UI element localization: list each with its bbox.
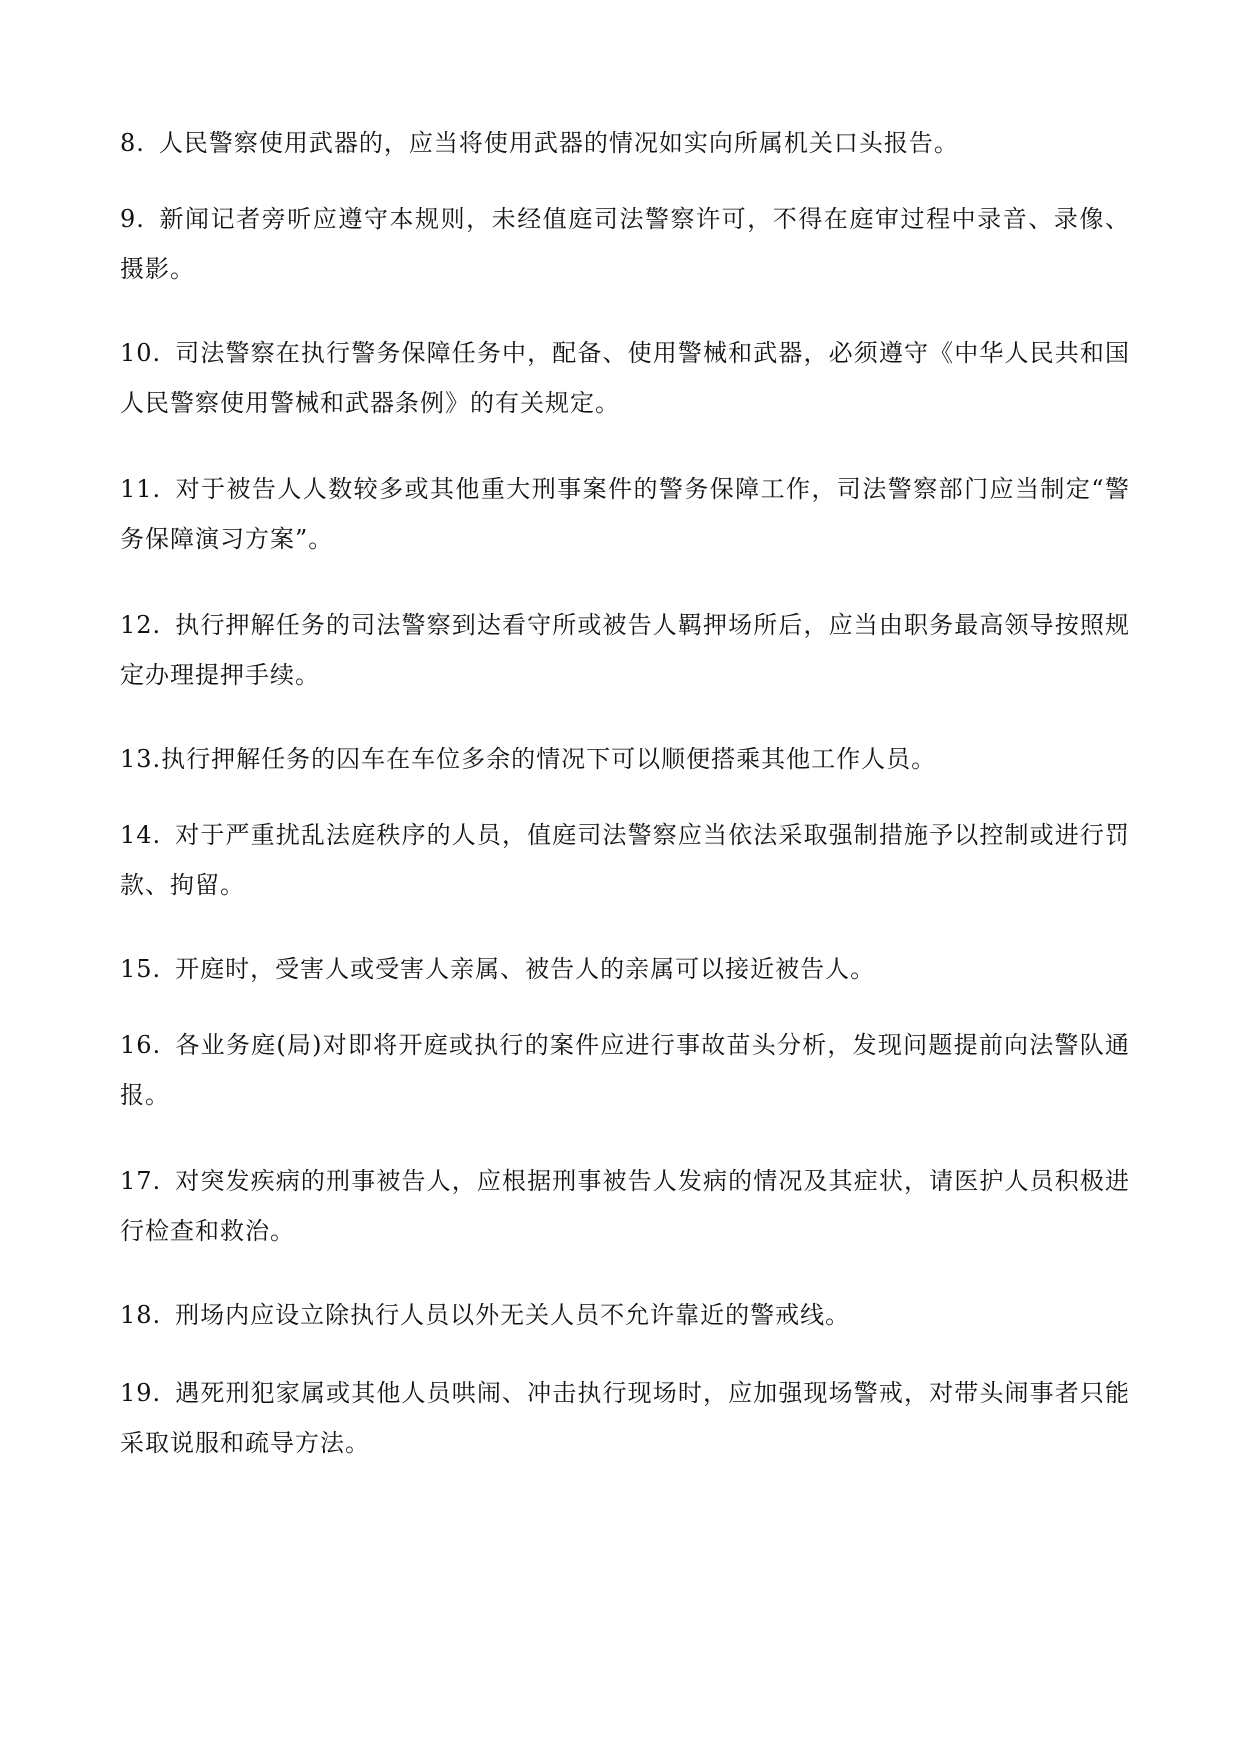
question-item — [120, 464, 1130, 564]
question-number: 14. — [120, 821, 162, 849]
question-item — [120, 810, 1130, 910]
question-text: 对突发疾病的刑事被告人，应根据刑事被告人发病的情况及其症状，请医护人员积极进行检查和救治。 — [120, 1167, 1130, 1245]
question-text: 新闻记者旁听应遵守本规则，未经值庭司法警察许可，不得在庭审过程中录音、录像、摄影。 — [120, 205, 1130, 283]
question-item — [120, 600, 1130, 700]
question-number: 12. — [120, 611, 162, 639]
question-number: 8. — [120, 129, 145, 157]
question-number: 17. — [120, 1167, 162, 1195]
question-text: 执行押解任务的司法警察到达看守所或被告人羁押场所后，应当由职务最高领导按照规定办理提押手续。 — [120, 611, 1130, 689]
question-text: 遇死刑犯家属或其他人员哄闹、冲击执行现场时，应加强现场警戒，对带头闹事者只能采取说服和疏导方法。 — [120, 1379, 1130, 1457]
question-item — [120, 118, 1130, 168]
question-number: 10. — [120, 339, 162, 367]
question-text: 各业务庭(局)对即将开庭或执行的案件应进行事故苗头分析，发现问题提前向法警队通报。 — [120, 1031, 1130, 1109]
question-number: 18. — [120, 1301, 162, 1329]
question-number: 15. — [120, 955, 162, 983]
question-text: 司法警察在执行警务保障任务中，配备、使用警械和武器，必须遵守《中华人民共和国人民警察使用警械和武器条例》的有关规定。 — [120, 339, 1130, 417]
question-text: 对于被告人人数较多或其他重大刑事案件的警务保障工作，司法警察部门应当制定“警务保障演习方案”。 — [120, 475, 1130, 553]
question-item — [120, 734, 1130, 784]
question-text: 刑场内应设立除执行人员以外无关人员不允许靠近的警戒线。 — [175, 1301, 851, 1329]
question-item — [120, 1368, 1130, 1468]
question-item — [120, 944, 1130, 994]
question-number: 16. — [120, 1031, 162, 1059]
question-item — [120, 194, 1130, 294]
question-item — [120, 328, 1130, 428]
question-item — [120, 1290, 1130, 1340]
question-text: 执行押解任务的囚车在车位多余的情况下可以顺便搭乘其他工作人员。 — [161, 745, 937, 773]
question-text: 对于严重扰乱法庭秩序的人员，值庭司法警察应当依法采取强制措施予以控制或进行罚款、拘留。 — [120, 821, 1130, 899]
question-number: 19. — [120, 1379, 162, 1407]
question-item — [120, 1156, 1130, 1256]
question-text: 开庭时，受害人或受害人亲属、被告人的亲属可以接近被告人。 — [175, 955, 876, 983]
question-number: 13. — [120, 745, 162, 773]
question-number: 11. — [120, 475, 162, 503]
question-number: 9. — [120, 205, 145, 233]
question-text: 人民警察使用武器的，应当将使用武器的情况如实向所属机关口头报告。 — [158, 129, 959, 157]
question-item — [120, 1020, 1130, 1120]
